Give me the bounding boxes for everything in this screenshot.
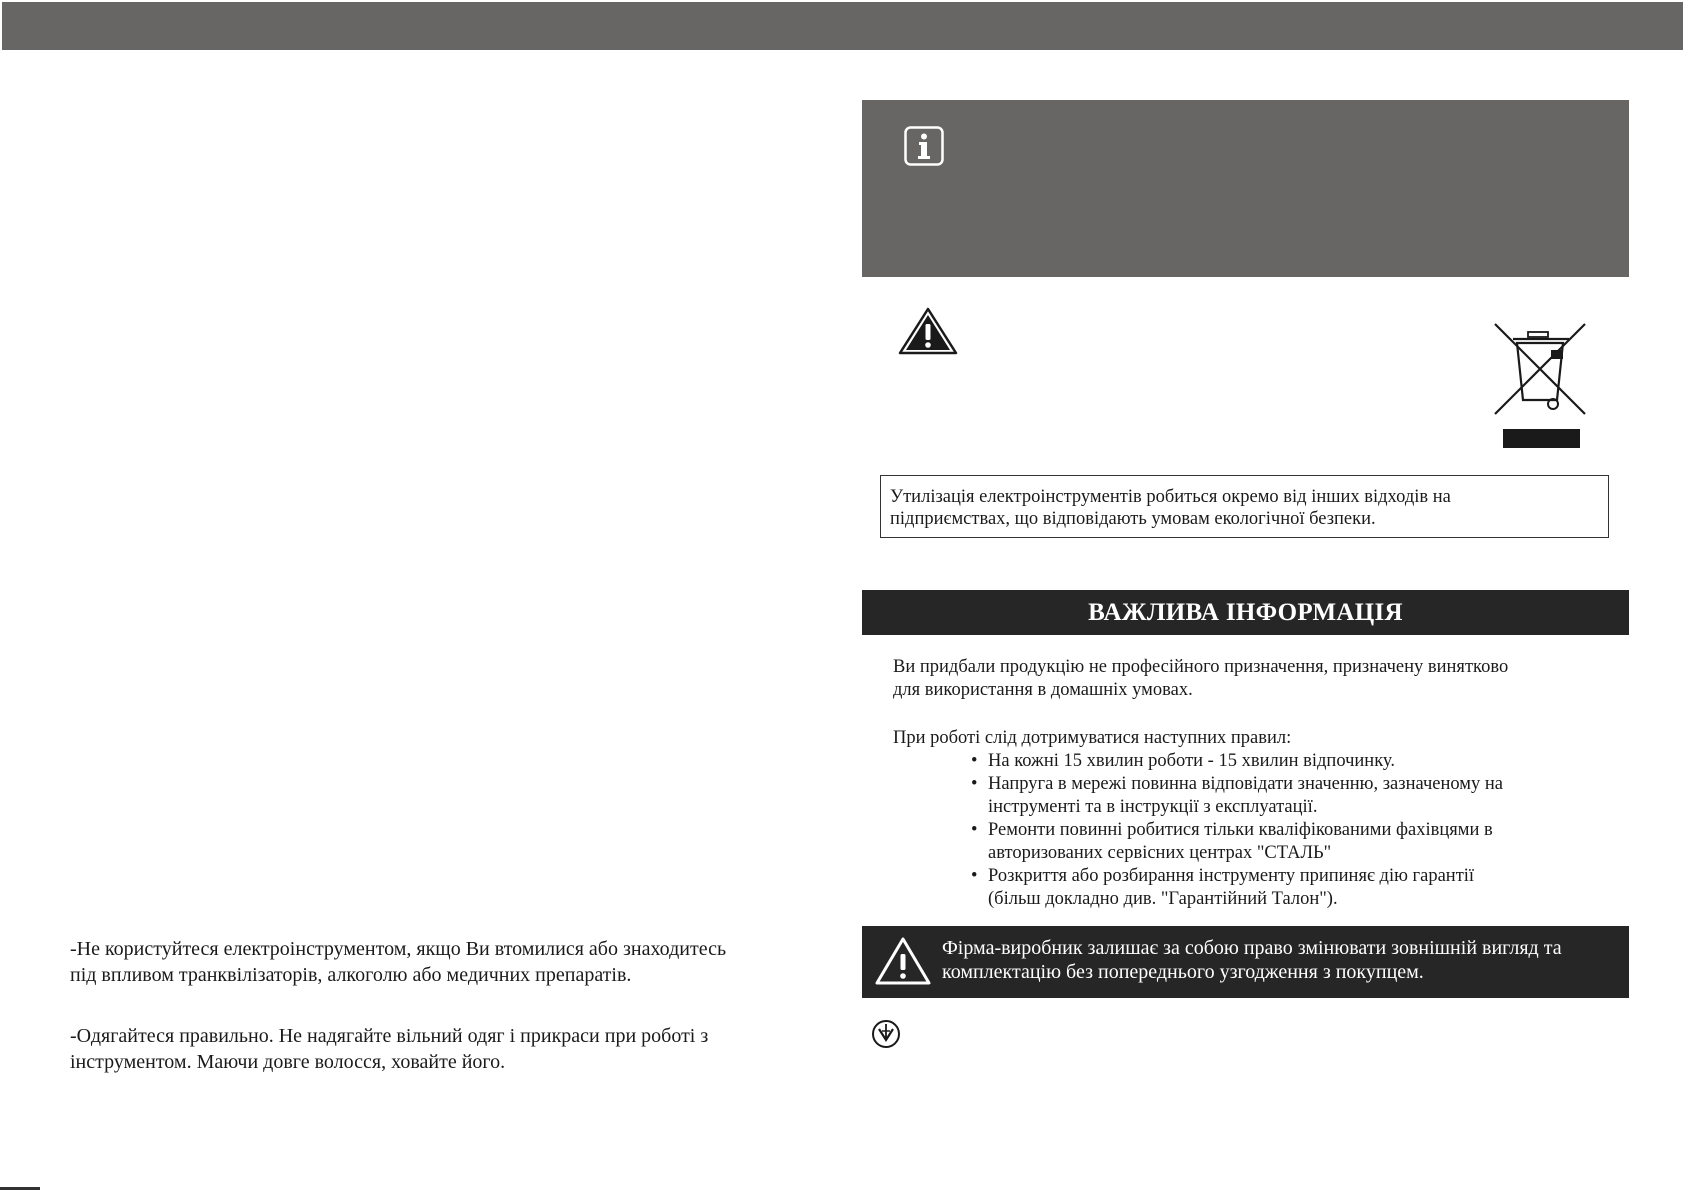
crossed-out-wheelie-bin-icon (1491, 320, 1592, 450)
notice-line: Фірма-виробник залишає за собою право змінювати зовнішній вигляд та (942, 937, 1562, 959)
disposal-note (880, 475, 1609, 538)
notice-text (942, 936, 1622, 984)
disposal-line: підприємствах, що відповідають умовам екологічної безпеки. (890, 509, 1376, 529)
notice-line: комплектацію без попереднього узгодження з покупцем. (942, 961, 1424, 983)
paragraph-line: інструментом. Маючи довге волосся, ховайте його. (70, 1051, 506, 1073)
conformity-mark-icon (870, 1018, 902, 1050)
manufacturer-notice (862, 926, 1629, 998)
paragraph-line: під впливом транквілізаторів, алкоголю або медичних препаратів. (70, 964, 632, 986)
list-item (968, 865, 1588, 911)
header-bar (2, 2, 1683, 50)
intro-paragraph (893, 656, 1593, 702)
rule-line: Ремонти повинні робитися тільки кваліфікованими фахівцями в (988, 820, 1493, 840)
rule-line: (більш докладно див. "Гарантійний Талон"). (988, 889, 1338, 909)
safety-paragraph-fatigue (70, 936, 810, 988)
paragraph-line: -Не користуйтеся електроінструментом, якщо Ви втомилися або знаходитесь (70, 938, 727, 960)
intro-line: Ви придбали продукцію не професійного призначення, призначену винятково (893, 657, 1509, 677)
warning-triangle-icon (898, 307, 958, 355)
rules-list (968, 750, 1588, 911)
list-item (968, 819, 1588, 865)
bullet-icon: • (971, 866, 978, 886)
info-icon (904, 126, 944, 166)
section-title: ВАЖЛИВА ІНФОРМАЦІЯ (862, 590, 1629, 635)
rule-line: інструменті та в інструкції з експлуатації. (988, 797, 1318, 817)
rule-line: Напруга в мережі повинна відповідати значенню, зазначеному на (988, 774, 1503, 794)
bullet-icon: • (971, 820, 978, 840)
bullet-icon: • (971, 751, 978, 771)
crop-mark (0, 1187, 40, 1190)
list-item (968, 773, 1588, 819)
safety-paragraph-clothing (70, 1023, 810, 1075)
paragraph-line: -Одягайтеся правильно. Не надягайте вільний одяг і прикраси при роботі з (70, 1025, 709, 1047)
list-item (968, 750, 1588, 773)
disposal-line: Утилізація електроінструментів робиться окремо від інших відходів на (890, 487, 1451, 507)
rule-line: авторизованих сервісних центрах "СТАЛЬ" (988, 843, 1332, 863)
rules-heading (893, 727, 1593, 750)
rule-line: Розкриття або розбирання інструменту припиняє дію гарантії (988, 866, 1475, 886)
info-box (862, 100, 1629, 277)
bullet-icon: • (971, 774, 978, 794)
intro-line: для використання в домашніх умовах. (893, 680, 1193, 700)
rules-heading-text: При роботі слід дотримуватися наступних правил: (893, 728, 1292, 748)
rule-line: На кожні 15 хвилин роботи - 15 хвилин відпочинку. (988, 751, 1395, 771)
warning-triangle-icon (874, 936, 932, 986)
